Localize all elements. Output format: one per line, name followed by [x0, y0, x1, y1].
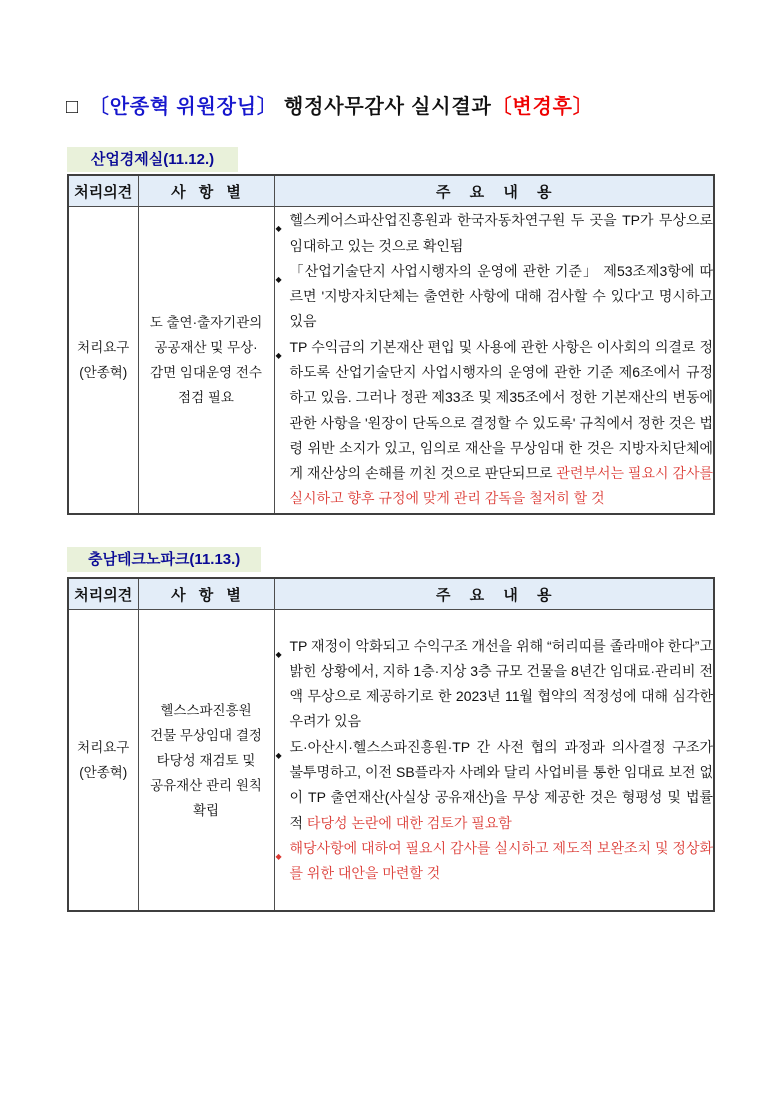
audit-table-industry-economy	[67, 174, 715, 515]
bullet-item	[275, 335, 714, 512]
table-header-row	[68, 175, 714, 207]
audit-table-technopark	[67, 577, 715, 912]
diamond-bullet-icon: ◆	[275, 750, 282, 760]
diamond-bullet-icon: ◆	[275, 350, 282, 360]
title-change-note: 〔변경후〕	[491, 96, 594, 118]
opinion-line: (안종혁)	[79, 765, 128, 780]
opinion-line: (안종혁)	[79, 365, 128, 380]
column-header-content: 주 요 내 용	[274, 578, 714, 610]
section-label-industry-economy: 산업경제실(11.12.)	[67, 147, 238, 172]
bullet-item	[275, 259, 714, 335]
table-header-row	[68, 578, 714, 610]
table-row	[68, 207, 714, 515]
column-header-subject: 사 항 별	[138, 175, 274, 207]
subject-cell	[138, 610, 274, 912]
opinion-line: 처리요구	[77, 740, 130, 755]
content-cell	[274, 610, 714, 912]
bullet-item	[275, 208, 714, 259]
subject-line: 공유재산 관리 원칙	[150, 777, 262, 793]
subject-line: 타당성 재검토 및	[156, 752, 256, 768]
column-header-opinion: 처리의견	[68, 175, 138, 207]
bullet-text-highlight: 관련부서는 필요시 감사를 실시하고 향후 규정에 맞게 관리 감독을 철저히 할 것	[289, 465, 713, 507]
bullet-text-highlight: 타당성 논란에 대한 검토가 필요함	[306, 814, 512, 831]
content-cell	[274, 207, 714, 515]
subject-line: 점검 필요	[178, 390, 234, 405]
table-row	[68, 610, 714, 912]
opinion-cell	[68, 610, 138, 912]
subject-line: 헬스스파진흥원	[160, 702, 252, 718]
subject-line: 건물 무상임대 결정	[150, 727, 262, 743]
opinion-cell	[68, 207, 138, 515]
subject-line: 공공재산 및 무상·	[154, 340, 258, 355]
column-header-content: 주 요 내 용	[274, 175, 714, 207]
bullet-text: 도·아산시·헬스스파진흥원·TP 간 사전 협의 과정과 의사결정 구조가 불투명하고, 이전 SB플라자 사례와 달리 사업비를 통한 임대료 보전 없이 TP 출연재산(사실상 공유재산)을 무상 제공한 것은 형평성 및 법률적	[289, 738, 713, 831]
diamond-bullet-icon: ◆	[275, 274, 282, 284]
subject-line: 확립	[192, 802, 220, 818]
column-header-opinion: 처리의견	[68, 578, 138, 610]
subject-line: 도 출연·출자기관의	[149, 315, 263, 330]
subject-line: 감면 임대운영 전수	[150, 365, 262, 380]
bullet-text: TP 수익금의 기본재산 편입 및 사용에 관한 사항은 이사회의 의결로 정하도록 산업기술단지 사업시행자의 운영에 관한 기준 제6조에서 규정하고 있음. 그러나 정관 제33조 및 제35조에서 정한 기본재산의 변동에 관한 사항을 '원장이 단독으로 결정할 수 있도록' 규칙에서 정한 것은 법령 위반 소지가 있고, 임의로 재산을 무상임대 한 것은 지방자치단체에게 재산상의 손해를 끼친 것으로 판단되므로	[289, 338, 713, 482]
checkbox-icon: □	[66, 96, 79, 118]
diamond-bullet-icon: ◆	[275, 851, 282, 861]
diamond-bullet-icon: ◆	[275, 649, 282, 659]
diamond-bullet-icon: ◆	[275, 224, 282, 234]
column-header-subject: 사 항 별	[138, 578, 274, 610]
bullet-text: 헬스케어스파산업진흥원과 한국자동차연구원 두 곳을 TP가 무상으로 임대하고 있는 것으로 확인됨	[289, 212, 713, 254]
page-title	[66, 90, 594, 119]
section-label-technopark: 충남테크노파크(11.13.)	[67, 547, 261, 572]
bullet-item	[275, 836, 714, 887]
title-main-text: 행정사무감사 실시결과	[277, 96, 492, 118]
bullet-text-highlight: 해당사항에 대하여 필요시 감사를 실시하고 제도적 보완조치 및 정상화를 위한 대안을 마련할 것	[289, 839, 713, 882]
bullet-text: 「산업기술단지 사업시행자의 운영에 관한 기준」 제53조제3항에 따르면 '지방자치단체는 출연한 사항에 대해 검사할 수 있다'고 명시하고 있음	[289, 262, 713, 330]
subject-cell	[138, 207, 274, 515]
bullet-text: TP 재정이 악화되고 수익구조 개선을 위해 “허리띠를 졸라매야 한다”고 밝힌 상황에서, 지하 1층·지상 3층 규모 건물을 8년간 임대료·관리비 전액 무상으로 제공하기로 한 2023년 11월 협약의 적정성에 대해 심각한 우려가 있음	[289, 637, 713, 730]
opinion-line: 처리요구	[77, 340, 130, 355]
bullet-item	[275, 634, 714, 735]
title-chairman-name: 〔안종혁 위원장님〕	[88, 96, 278, 118]
bullet-item	[275, 735, 714, 836]
